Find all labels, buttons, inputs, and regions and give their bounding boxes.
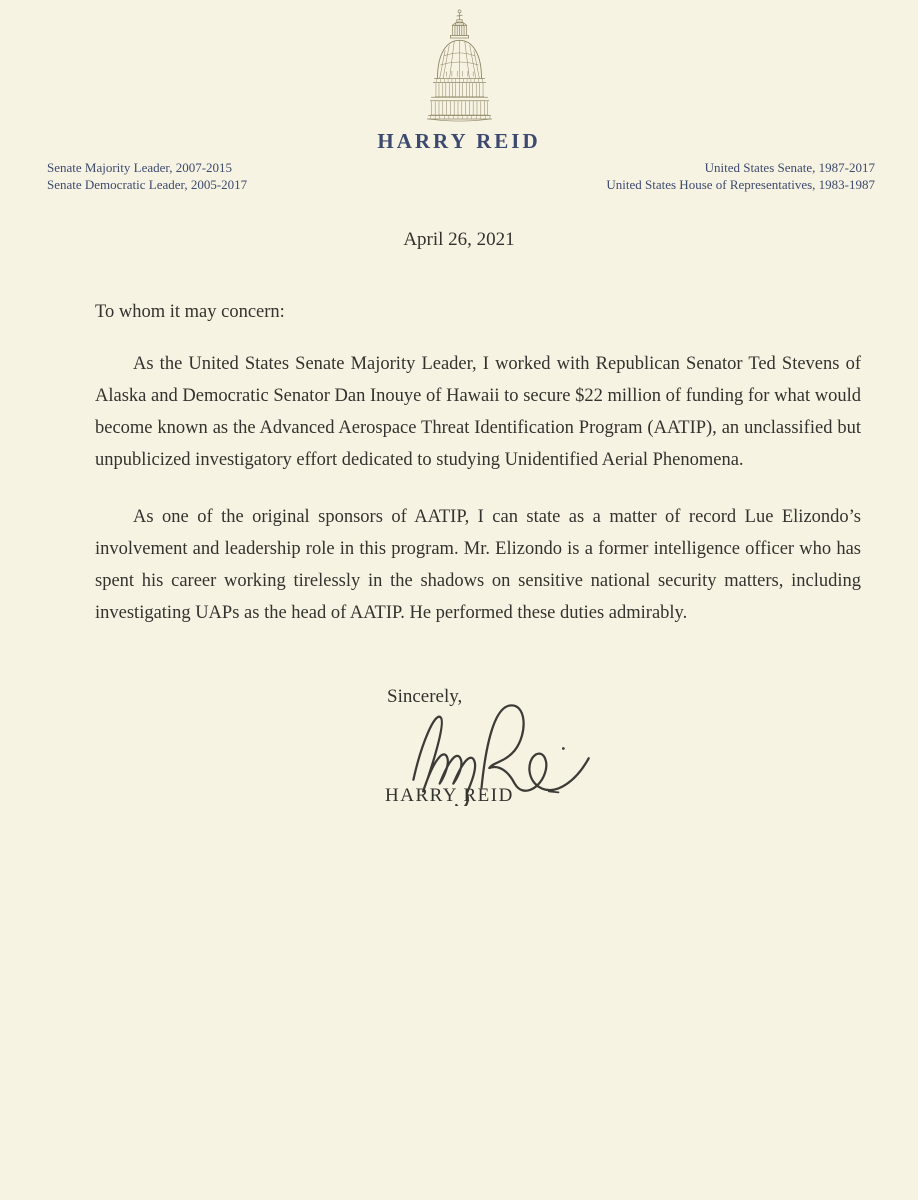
- credentials-right: [606, 160, 875, 193]
- letter-body: [95, 296, 861, 629]
- letter-date: April 26, 2021: [403, 229, 515, 250]
- letterhead-name: HARRY REID: [377, 129, 541, 153]
- paragraph-aatip-funding: As the United States Senate Majority Leader, I worked with Republican Senator Ted Stevens of Alaska and Democratic Senator Dan Inouye of Hawaii to secure $22 million of funding for what would become known as the Advanced Aerospace Threat Identification Program (AATIP), an unclassified but unpublicized investigatory effort dedicated to studying Unidentified Aerial Phenomena.: [95, 354, 861, 470]
- paragraph-elizondo-record: As one of the original sponsors of AATIP, I can state as a matter of record Lue Elizondo’s involvement and leadership role in this program. Mr. Elizondo is a former intelligence officer who has spent his career working tirelessly in the shadows on sensitive national security matters, including investigating UAPs as the head of AATIP. He performed these duties admirably.: [95, 507, 861, 623]
- credential-senate-democratic-leader: Senate Democratic Leader, 2005-2017: [47, 176, 248, 192]
- closing-sincerely: Sincerely,: [387, 686, 463, 707]
- credential-senate-majority-leader: Senate Majority Leader, 2007-2015: [47, 160, 233, 175]
- credential-us-senate: United States Senate, 1987-2017: [704, 160, 875, 175]
- typed-signature-name: HARRY REID: [385, 785, 514, 806]
- salutation: To whom it may concern:: [95, 302, 285, 322]
- capitol-dome-icon: [411, 8, 508, 122]
- letterhead-credentials: [0, 160, 918, 193]
- credentials-left: [47, 160, 247, 193]
- credential-us-house: United States House of Representatives, 1983-1987: [606, 176, 875, 192]
